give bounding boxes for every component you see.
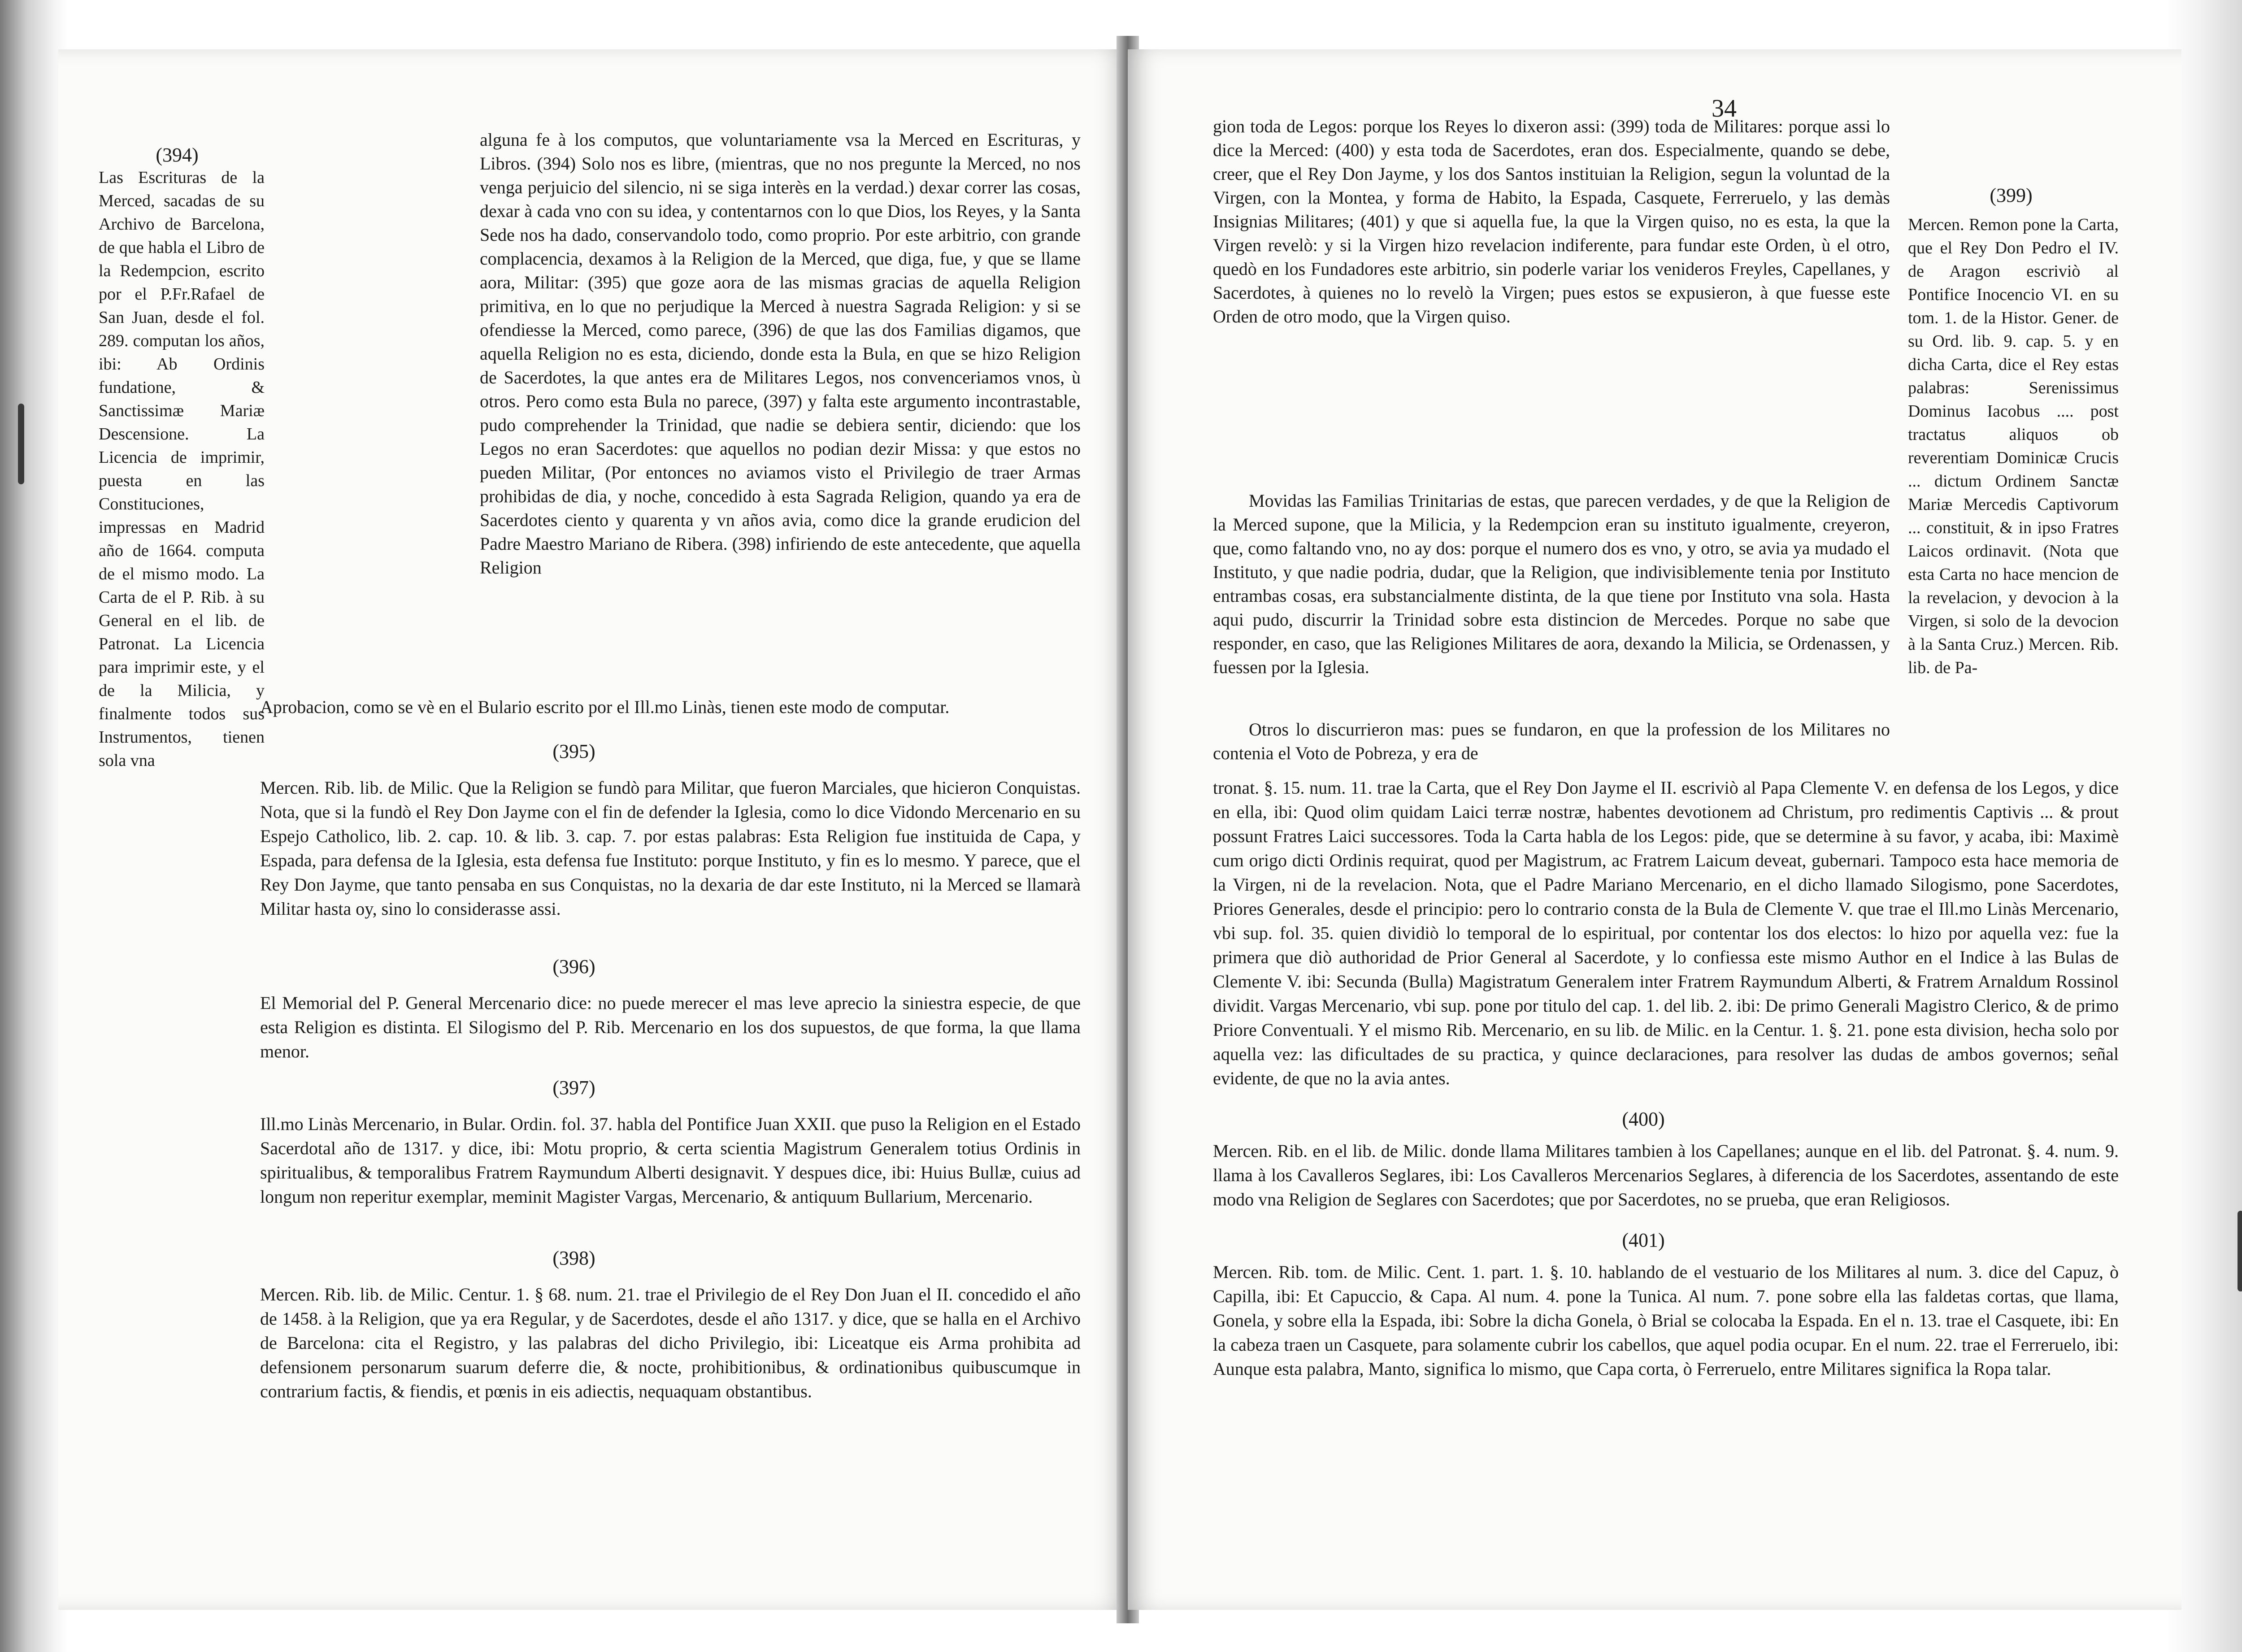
note-395: Mercen. Rib. lib. de Milic. Que la Religion se fundò para Militar, que fueron Marciales, que hicieron Conquistas. Nota, que si la fundò el Rey Don Jayme con el fin de defender la Iglesia, como lo dice Vidondo Mercenario en su Espejo Catholico, lib. 2. cap. 10. & lib. 3. cap. 7. por estas palabras: Esta Religion fue instituida de Capa, y Espada, para defensa de la Iglesia, esta defensa fue Instituto: porque Instituto, y fin es lo mesmo. Y parece, que el Rey Don Jayme, que tanto pensaba en sus Conquistas, no la dexaria de dar este Instituto, ni la Merced se llamarà Militar hasta oy, sino lo considerasse assi. (260, 778, 1081, 919)
note-396: El Memorial del P. General Mercenario dice: no puede merecer el mas leve aprecio la siniestra especie, de que esta Religion es distinta. El Silogismo del P. Rib. Mercenario en los dos supuestos, de que forma, la que llama menor. (260, 993, 1081, 1061)
book-edge-left (0, 0, 67, 1652)
margin-note-399-number: (399) (1990, 184, 2033, 206)
note-399-continued: tronat. §. 15. num. 11. trae la Carta, que el Rey Don Jayme el II. escriviò al Papa Clemente V. en defensa de los Legos, y dice en ella, ibi: Quod olim quidam Laici terræ nostræ, habentes devotionem ad Christum, pro redimentis Captivis ... & prout possunt Fratres Laici successores. Toda la Carta habla de los Legos: pide, que se determine à su favor, y acaba, ibi: Maximè cum origo dicti Ordinis requirat, quod per Magistrum, ac Fratrem Laicum deveat, gubernari. Tampoco esta hace memoria de la Virgen, ni de la revelacion. Nota, que el Padre Mariano Mercenario, en el dicho llamado Silogismo, pone Sacerdotes, Priores Generales, desde el principio: pero lo contrario consta de la Bula de Clemente V. que trae el Ill.mo Linàs Mercenario, vbi sup. fol. 35. quien dividiò lo temporal de lo espiritual, por contentar los dos electos: lo hizo por aquella vez: fue la primera que diò authoridad de Prior General al Sacerdote, y lo confiessa este mismo Author en el Indice à las Bulas de Clemente V. ibi: Secunda (Bulla) Magistratum Generalem inter Fratrem Raymundum Alberti, & Fratrem Arnaldum Rossinol dividit. Vargas Mercenario, vbi sup. pone por titulo del cap. 1. del lib. 2. ibi: De primo Generali Magistro Clerico, & de primo Priore Conventuali. Y el mismo Rib. Mercenario, en su lib. de Milic. en la Centur. 1. §. 21. pone esta division, hecha solo por aquella vez: las dificultades de su practica, y quince declaraciones, para resolver las dudas de ambos governos; señal evidente, de que no la avia antes. (1213, 778, 2119, 1088)
closing-line: Aprobacion, como se vè en el Bulario escrito por el Ill.mo Linàs, tienen este modo de computar. (260, 697, 950, 717)
right-paragraph-2: Movidas las Familias Trinitarias de estas, que parecen verdades, y de que la Religion de la Merced supone, que la Milicia, y la Redempcion eran su instituto igualmente, creyeron, que, como faltando vno, no ay dos: porque el numero dos es vno, y otro, se avia ya mudado el Instituto, y que nadie podria, dudar, que la Religion, que indivisiblemente tenia por Instituto entrambas cosas, era substancialmente distinta, de la que tiene por Instituto vna sola. Hasta aqui pudo, discurrir la Trinidad sobre esta distincion de Mercedes. Porque no sabe que responder, en caso, que las Religiones Militares de aora, dexando la Milicia, se Ordenassen, y fuessen por la Iglesia. (1213, 491, 1890, 677)
margin-note: Las Escrituras de la Merced, sacadas de su Archivo de Barcelona, de que habla el Libro de la Redempcion, escrito por el P.Fr.Rafael de San Juan, desde el fol. 289. computan los años, ibi: Ab Ordinis fundatione, & Sanctissimæ Mariæ Descensione. La Licencia de imprimir, puesta en las Constituciones, impressas en Madrid año de 1664. computa de el mismo modo. La Carta de el P. Rib. à su General en el lib. de Patronat. La Licencia para imprimir este, y el de la Milicia, y finalmente todos sus Instrumentos, tienen sola vna (99, 168, 265, 770)
margin-note-number: (394) (156, 144, 199, 166)
note-396-number: (396) (552, 956, 595, 978)
note-401-number: (401) (1622, 1229, 1665, 1251)
note-400: Mercen. Rib. en el lib. de Milic. donde llama Militares tambien à los Capellanes; aunque en el lib. del Patronat. §. 4. num. 9. llama à los Cavalleros Seglares, ibi: Los Cavalleros Mercenarios Seglares, à diferencia de los Sacerdotes, assentando de este modo vna Religion de Seglares con Sacerdotes; que por Sacerdotes, no se prueba, que eran Religiosos. (1213, 1141, 2119, 1209)
left-page (58, 49, 1128, 1610)
note-397: Ill.mo Linàs Mercenario, in Bular. Ordin. fol. 37. habla del Pontifice Juan XXII. que puso la Religion en el Estado Sacerdotal año de 1317. y dice, ibi: Motu proprio, & certa scientia Magistrum Generalem totius Ordinis in spiritualibus, & temporalibus Fratrem Raymundum Alberti designavit. Y despues dice, ibi: Huius Bullæ, cuius ad longum non reperitur exemplar, meminit Magister Vargas, Mercenario, & antiquum Bullarium, Mercenario. (260, 1114, 1081, 1207)
note-401: Mercen. Rib. tom. de Milic. Cent. 1. part. 1. §. 10. hablando de el vestuario de los Militares al num. 3. dice del Capuz, ò Capilla, ibi: Et Capuccio, & Capa. Al num. 4. pone la Tunica. Al num. 7. pone sobre ella las faldetas cortas, que llama, Gonela, y sobre ella la Espada, ibi: Sobre la dicha Gonela, ò Brial se colocaba la Espada. En el n. 13. trae el Casquete, ibi: En la cabeza traen un Casquete, para solamente cubrir los cabellos, que aquel podia ocupar. En el num. 22. trae el Ferreruelo, ibi: Aunque esta palabra, Manto, significa lo mismo, que Capa corta, ò Ferreruelo, entre Militares significa la Ropa talar. (1213, 1262, 2119, 1379)
note-395-number: (395) (552, 740, 595, 762)
page-number: 34 (1712, 95, 1737, 122)
right-paragraph-3: Otros lo discurrieron mas: pues se fundaron, en que la profession de los Militares no contenia el Voto de Pobreza, y era de (1213, 719, 1890, 763)
ribbon-left (18, 404, 24, 484)
note-398-number: (398) (552, 1247, 595, 1269)
ribbon-right (2238, 1211, 2242, 1291)
note-397-number: (397) (552, 1077, 595, 1099)
right-main-text: gion toda de Legos: porque los Reyes lo dixeron assi: (399) toda de Militares: porque assi lo dice la Merced: (400) y esta toda de Sacerdotes, eran dos. Especialmente, quando se debe, creer, que el Rey Don Jayme, y los dos Santos instituian la Religion, segun la voluntad de la Virgen, con la Montea, y forma de Habito, la Espada, Casquete, Ferreruelo, y las demàs Insignias Militares; (401) y que si aquella fue, la que la Virgen quiso, no es esta, la que la Virgen revelò: y si la Virgen hizo revelacion indiferente, para fundar este Orden, ù el otro, quedò en los Fundadores este arbitrio, sin poderle variar los venideros Freyles, Capellanes, y Sacerdotes, à quienes no lo revelò la Virgen; pues estos se expusieron, à que fuesse este Orden de otro modo, que la Virgen quiso. (1213, 116, 1890, 326)
note-400-number: (400) (1622, 1108, 1665, 1130)
main-text: alguna fe à los computos, que voluntariamente vsa la Merced en Escrituras, y Libros. (394) Solo nos es libre, (mientras, que no nos pregunte la Merced, no nos venga perjuicio del silencio, ni se siga interès en la verdad.) dexar correr las cosas, dexar à cada vno con su idea, y contentarnos con lo que Dios, los Reyes, y la Santa Sede nos ha dado, conservandolo todo, como proprio. Por este arbitrio, con grande complacencia, dexamos à la Religion de la Merced, que diga, fue, y que se llame aora, Militar: (395) que goze aora de las mismas gracias de aquella Religion primitiva, en lo que no perjudique la Merced à nuestra Sagrada Religion: y si se ofendiesse la Merced, como parece, (396) de que las dos Familias digamos, que aquella Religion no es esta, diciendo, donde esta la Bula, en que se hizo Religion de Sacerdotes, la que antes era de Militares Legos, nos convenceriamos vnos, ù otros. Pero como esta Bula no parece, (397) y falta este argumento incontrastable, pudo comprehender la Trinidad, que nadie se debiera sentir, diciendo: que los Legos no eran Sacerdotes: que aquellos no podian dezir Missa: y que estos no pueden Militar, (Por entonces no aviamos visto el Privilegio de traer Armas prohibidas de dia, y noche, concedido à esta Sagrada Religion, quando ya era de Sacerdotes ciento y quarenta y vn años avia, como dice la grande erudicion del Padre Maestro Mariano de Ribera. (398) infiriendo de este antecedente, que aquella Religion (480, 130, 1081, 578)
right-page (1128, 49, 2181, 1610)
note-398: Mercen. Rib. lib. de Milic. Centur. 1. § 68. num. 21. trae el Privilegio de el Rey Don Juan el II. concedido el año de 1458. à la Religion, que ya era Regular, y de Sacerdotes, desde el año 1317. y dice, que se halla en el Archivo de Barcelona: cita el Registro, y las palabras del dicho Privilegio, ibi: Liceatque eis Arma prohibita ad defensionem personarum suarum deferre die, & nocte, prohibitionibus, & ordinationibus quibuscumque in contrarium factis, & fiendis, et pœnis in eis adiectis, nequaquam obstantibus. (260, 1284, 1081, 1401)
margin-note-399: Mercen. Remon pone la Carta, que el Rey Don Pedro el IV. de Aragon escriviò al Pontifice Inocencio VI. en su tom. 1. de la Histor. Gener. de su Ord. lib. 9. cap. 5. y en dicha Carta, dice el Rey estas palabras: Serenissimus Dominus Iacobus .... post tractatus aliquos ob reverentiam Dominicæ Crucis ... dictum Ordinem Sanctæ Mariæ Mercedis Captivorum ... constituit, & in ipso Fratres Laicos ordinavit. (Nota que esta Carta no hace mencion de la revelacion, y devocion à la Virgen, si solo de la devocion à la Santa Cruz.) Mercen. Rib. lib. de Pa- (1908, 215, 2119, 677)
